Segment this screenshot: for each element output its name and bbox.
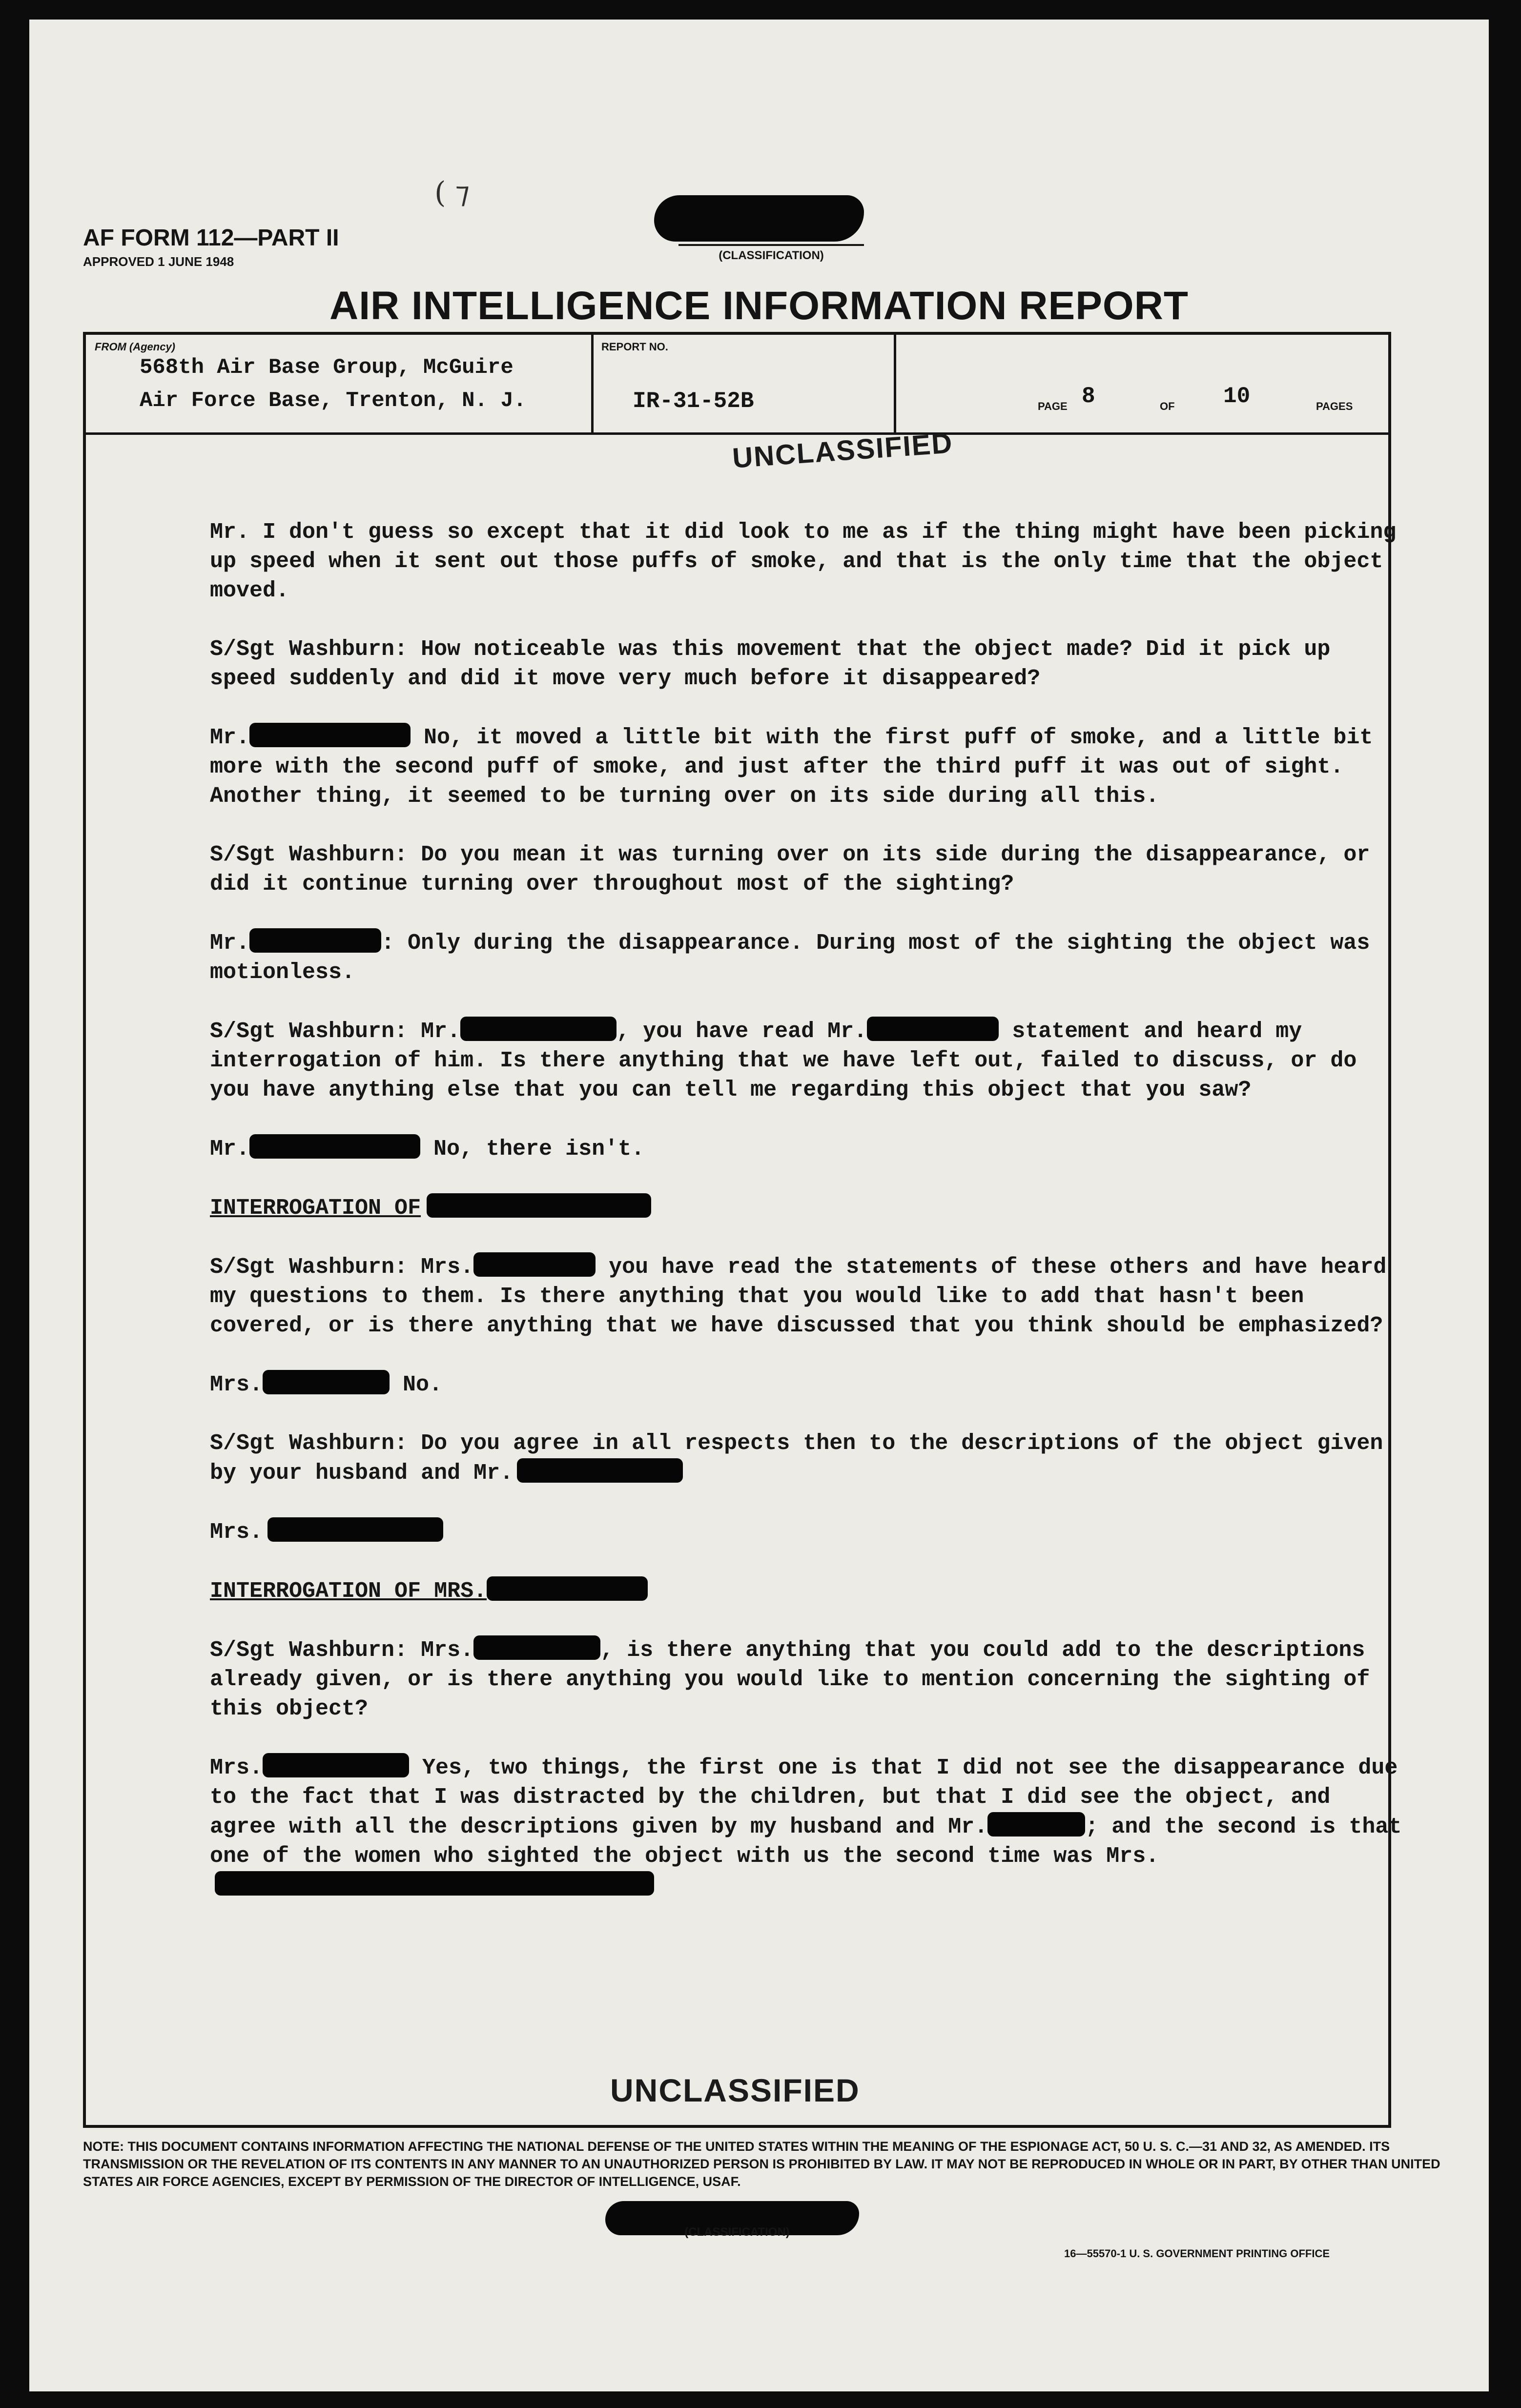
- redaction: [249, 723, 411, 747]
- transcript-paragraph: [210, 1635, 1406, 1724]
- speaker-prefix: Mr.: [210, 931, 250, 956]
- redaction: [249, 1134, 420, 1159]
- transcript-paragraph: [210, 723, 1406, 811]
- section-heading: [210, 1193, 1406, 1223]
- transcript-body: [210, 517, 1406, 1930]
- redaction: [517, 1458, 683, 1483]
- redaction: [867, 1017, 999, 1041]
- transcript-paragraph: [210, 840, 1406, 899]
- transcript-paragraph: [210, 517, 1406, 606]
- espionage-act-note: NOTE: THIS DOCUMENT CONTAINS INFORMATION AFFECTING THE NATIONAL DEFENSE OF THE UNITED STATES WITHIN THE MEANING OF THE ESPIONAGE ACT, 50 U. S. C.—31 AND 32, AS AMENDED. ITS TRANSMISSION OR THE REVELATION OF ITS CONTENTS IN ANY MANNER TO AN UNAUTHORIZED PERSON IS PROHIBITED BY LAW. IT MAY NOT BE REPRODUCED IN WHOLE OR IN PART, BY OTHER THAN UNITED STATES AIR FORCE AGENCIES, EXCEPT BY PERMISSION OF THE DIRECTOR OF INTELLIGENCE, USAF.: [83, 2139, 1440, 2189]
- page-number: 8: [1082, 384, 1095, 409]
- paragraph-text: S/Sgt Washburn: Mr.: [210, 1019, 461, 1044]
- redaction: [460, 1017, 617, 1041]
- paragraph-text: No.: [390, 1372, 443, 1397]
- report-number-cell: [594, 335, 896, 432]
- from-agency-line2: Air Force Base, Trenton, N. J.: [140, 388, 527, 413]
- redaction: [263, 1753, 409, 1777]
- paragraph-text: you have read the statements of these others and have heard my questions to them. Is there anything that you would like to add that hasn't been covered, or is there anything that we have discussed that you think should be emphasized?: [210, 1255, 1387, 1338]
- redaction: [249, 928, 381, 953]
- page-count-cell: [896, 335, 1389, 432]
- unclassified-stamp-top: UNCLASSIFIED: [731, 427, 954, 474]
- redaction: [473, 1252, 596, 1277]
- pages-label: PAGES: [1316, 400, 1353, 412]
- classification-label-bottom: (CLASSIFICATION): [684, 2225, 790, 2239]
- heading-text: INTERROGATION OF MRS.: [210, 1579, 487, 1604]
- transcript-paragraph: [210, 1134, 1406, 1164]
- redacted-classification-top: [654, 195, 864, 242]
- paragraph-text: Mr. I don't guess so except that it did look to me as if the thing might have been picking up speed when it sent out those puffs of smoke, and that is the only time that the object moved.: [210, 520, 1397, 603]
- report-title: AIR INTELLIGENCE INFORMATION REPORT: [329, 284, 1189, 328]
- speaker-prefix: Mrs.: [210, 1372, 263, 1397]
- speaker-prefix: Mrs.: [210, 1520, 263, 1545]
- paragraph-text: : Only during the disappearance. During most of the sighting the object was motionless.: [210, 931, 1370, 985]
- redaction: [267, 1517, 443, 1542]
- redaction: [427, 1193, 651, 1218]
- classification-label-top: (CLASSIFICATION): [678, 244, 864, 263]
- paragraph-text: S/Sgt Washburn: Do you agree in all respects then to the descriptions of the object given by your husband and Mr.: [210, 1431, 1383, 1486]
- speaker-prefix: Mr.: [210, 1137, 250, 1162]
- from-agency-line1: 568th Air Base Group, McGuire: [140, 355, 514, 380]
- pen-scribble-icon: ( ⁊: [434, 176, 470, 210]
- paragraph-text: statement and heard my interrogation of him. Is there anything that we have left out, failed to discuss, or do you have anything else that you can tell me regarding this object that you saw?: [210, 1019, 1357, 1102]
- transcript-paragraph: [210, 1370, 1406, 1400]
- from-agency-cell: [86, 335, 594, 432]
- transcript-paragraph: [210, 1429, 1406, 1488]
- of-label: OF: [1160, 400, 1175, 412]
- transcript-paragraph: [210, 1753, 1406, 1901]
- paragraph-text: No, it moved a little bit with the first puff of smoke, and a little bit more with the second puff of smoke, and just after the third puff it was out of sight. Another thing, it seemed to be turning over on its side during all this.: [210, 725, 1373, 809]
- transcript-paragraph: [210, 1252, 1406, 1341]
- total-pages: 10: [1223, 384, 1251, 409]
- section-heading: [210, 1576, 1406, 1606]
- redaction: [215, 1871, 654, 1896]
- paragraph-text: ; and the second is that one of the women who sighted the object with us the second time was Mrs.: [210, 1815, 1402, 1869]
- redaction: [487, 1576, 648, 1601]
- page-label: PAGE: [1038, 400, 1068, 412]
- paragraph-text: No, there isn't.: [420, 1137, 645, 1162]
- paragraph-text: S/Sgt Washburn: Do you mean it was turning over on its side during the disappearance, or did it continue turning over throughout most of the sighting?: [210, 842, 1370, 897]
- paragraph-text: S/Sgt Washburn: Mrs.: [210, 1638, 474, 1663]
- report-header-row: [86, 335, 1388, 435]
- paragraph-text: Mrs.: [210, 1755, 263, 1780]
- redaction: [473, 1635, 600, 1660]
- approval-date: APPROVED 1 JUNE 1948: [83, 254, 234, 269]
- report-number: IR-31-52B: [633, 388, 754, 414]
- paragraph-text: , is there anything that you could add to the descriptions already given, or is there anything you would like to mention concerning the sighting of this object?: [210, 1638, 1370, 1721]
- paragraph-text: Yes, two things, the first one is that I did not see the disappearance due to the fact that I was distracted by the children, but that I did see the object, and agree with all the descriptions given by my husband and Mr.: [210, 1755, 1398, 1839]
- unclassified-stamp-bottom: UNCLASSIFIED: [610, 2072, 860, 2108]
- redaction: [987, 1812, 1085, 1837]
- speaker-prefix: Mr.: [210, 725, 250, 750]
- transcript-paragraph: [210, 635, 1406, 694]
- paragraph-text: , you have read Mr.: [617, 1019, 867, 1044]
- paragraph-text: S/Sgt Washburn: How noticeable was this movement that the object made? Did it pick up speed suddenly and did it move very much before it disappeared?: [210, 637, 1331, 691]
- transcript-paragraph: [210, 1517, 1406, 1547]
- form-header: [83, 224, 339, 269]
- transcript-paragraph: [210, 928, 1406, 987]
- transcript-paragraph: [210, 1017, 1406, 1105]
- redaction: [263, 1370, 390, 1394]
- paragraph-text: S/Sgt Washburn: Mrs.: [210, 1255, 474, 1280]
- from-label: FROM (Agency): [95, 341, 175, 353]
- printing-office-line: 16—55570-1 U. S. GOVERNMENT PRINTING OFFICE: [1064, 2247, 1330, 2260]
- heading-text: INTERROGATION OF: [210, 1196, 421, 1221]
- report-no-label: REPORT NO.: [601, 341, 668, 353]
- form-number: AF FORM 112—PART II: [83, 225, 339, 251]
- document-page: [29, 20, 1489, 2391]
